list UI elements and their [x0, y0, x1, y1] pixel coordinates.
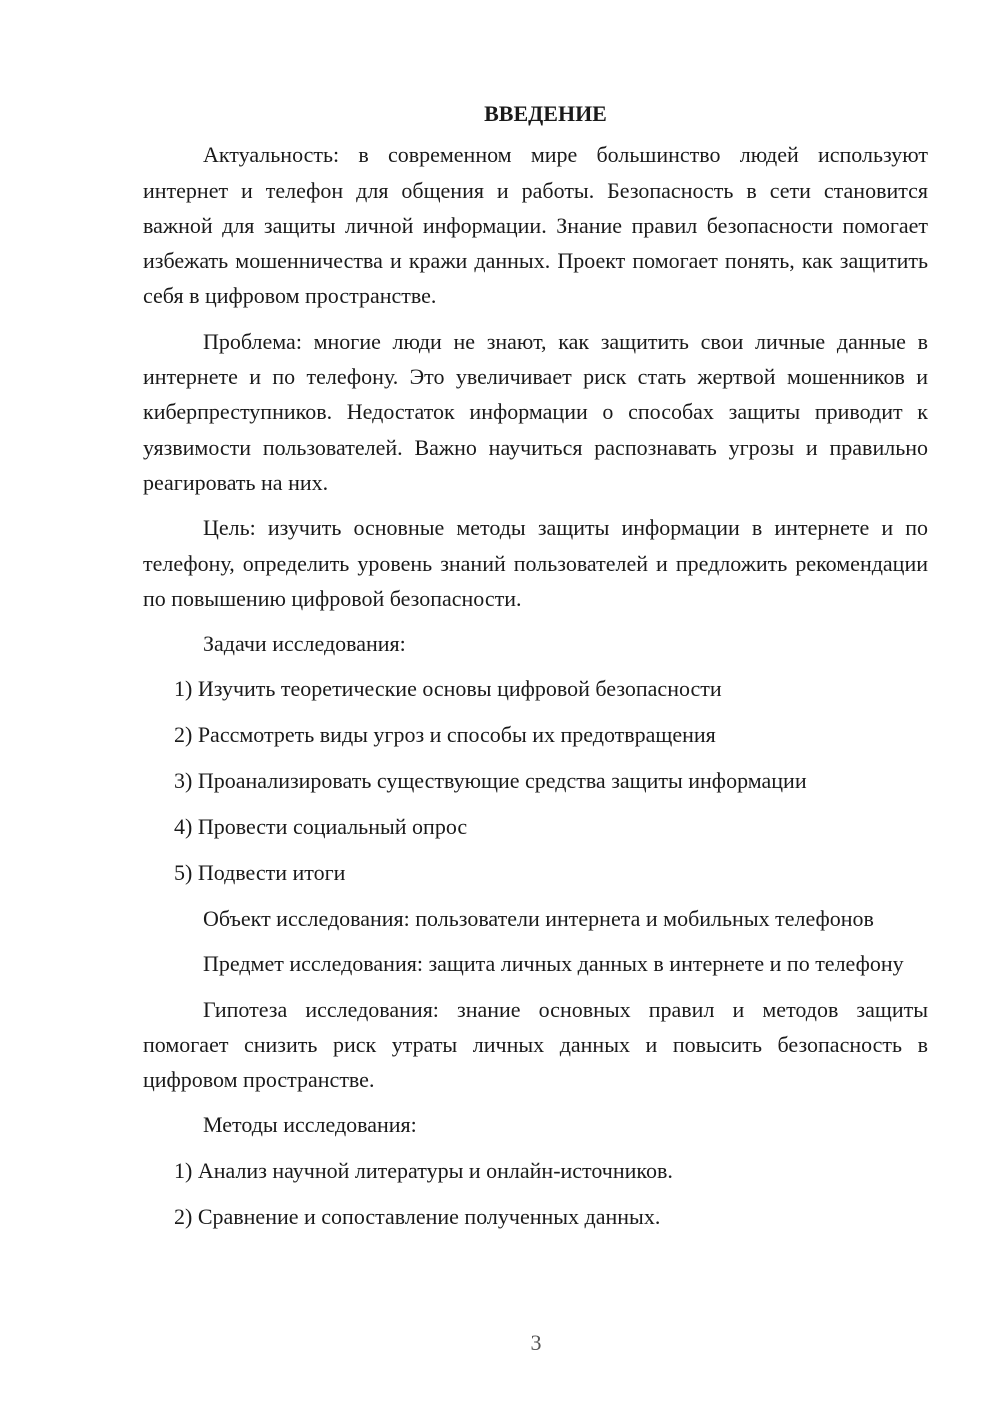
object-paragraph: Объект исследования: пользователи интернета и мобильных телефонов: [203, 905, 874, 931]
methods-heading: Методы исследования:: [203, 1112, 417, 1138]
problem-paragraph: Проблема: многие люди не знают, как защитить свои личные данные в интернете и по телефону. Это увеличивает риск стать жертвой мошенников и киберпреступников. Недостаток информации о способах защиты приводит к уязвимости пользователей. Важно научиться распознавать угрозы и правильно реагировать на них.: [143, 328, 928, 495]
tasks-heading: Задачи исследования:: [203, 631, 406, 657]
task-item: 5) Подвести итоги: [174, 860, 346, 886]
hypothesis-paragraph: Гипотеза исследования: знание основных правил и методов защиты помогает снизить риск утраты личных данных и повысить безопасность в цифровом пространстве.: [143, 996, 928, 1093]
goal-paragraph: Цель: изучить основные методы защиты информации в интернете и по телефону, определить уровень знаний пользователей и предложить рекомендации по повышению цифровой безопасности.: [143, 515, 928, 611]
method-item: 1) Анализ научной литературы и онлайн-источников.: [174, 1157, 673, 1183]
method-item: 2) Сравнение и сопоставление полученных данных.: [174, 1203, 661, 1229]
task-item: 4) Провести социальный опрос: [174, 814, 468, 840]
section-title: ВВЕДЕНИЕ: [484, 101, 607, 126]
task-item: 1) Изучить теоретические основы цифровой безопасности: [174, 676, 722, 702]
document-page: [143, 96, 928, 1244]
task-item: 3) Проанализировать существующие средства защиты информации: [174, 768, 807, 794]
task-item: 2) Рассмотреть виды угроз и способы их предотвращения: [174, 722, 716, 748]
page-number: 3: [530, 1330, 542, 1355]
subject-paragraph: Предмет исследования: защита личных данных в интернете и по телефону: [203, 951, 904, 977]
relevance-paragraph: Актуальность: в современном мире большинство людей используют интернет и телефон для общения и работы. Безопасность в сети становится важной для защиты личной информации. Знание правил безопасности помогает избежать мошенничества и кражи данных. Проект помогает понять, как защитить себя в цифровом пространстве.: [143, 142, 928, 309]
